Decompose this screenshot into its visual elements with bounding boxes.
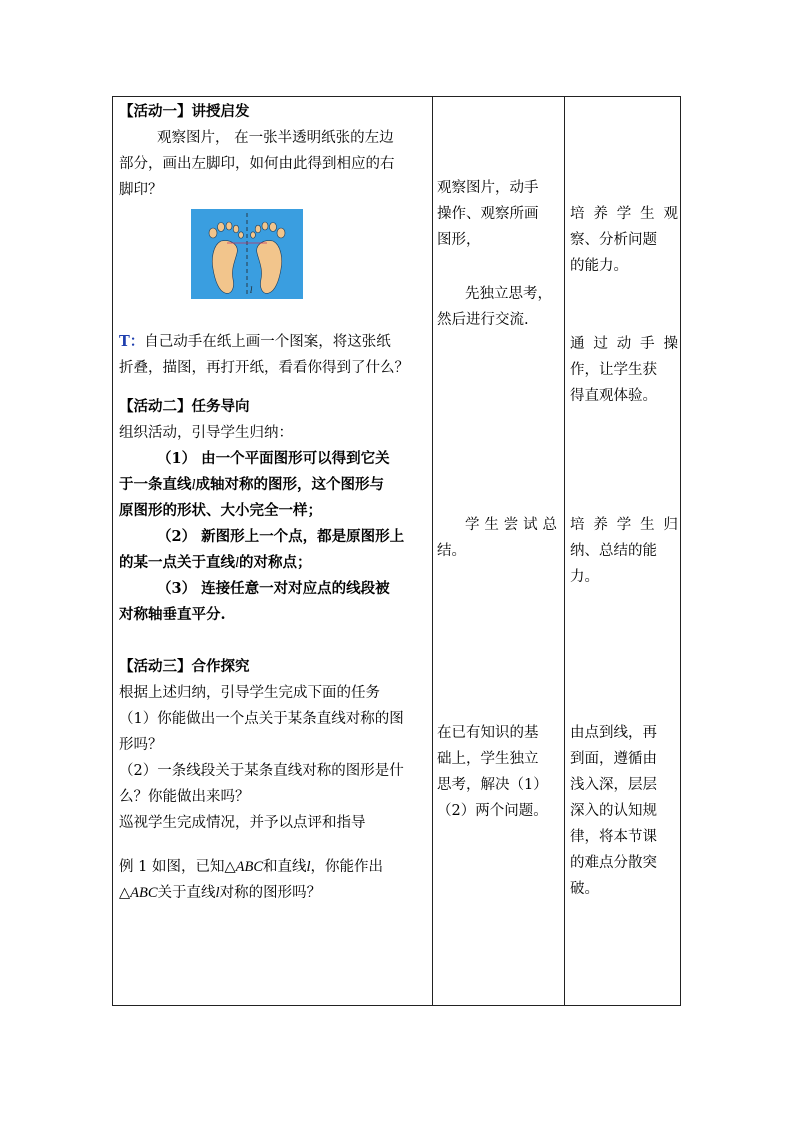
rule2-line1: （2） 新图形上一个点，都是原图形上	[157, 528, 405, 545]
student-b2-line1: 先独立思考，	[465, 286, 552, 302]
activity1-text-line2: 部分，画出左脚印，如何由此得到相应的右	[119, 156, 395, 172]
question1-line1: （1）你能做出一个点关于某条直线对称的图	[119, 711, 404, 727]
intent-b3-line2: 纳、总结的能	[570, 543, 657, 559]
teaching-content-column	[119, 99, 427, 906]
question1-line2: 形吗？	[119, 737, 163, 753]
rule1-line2: 于一条直线l成轴对称的图形，这个图形与	[119, 476, 385, 493]
intent-b4-line5: 律，将本节课	[570, 829, 657, 845]
axis-label: l	[250, 286, 253, 295]
rule3-line1: （3） 连接任意一对对应点的线段被	[157, 580, 390, 597]
question2-line1: （2）一条线段关于某条直线对称的图形是什	[119, 763, 404, 779]
intent-b4-line2: 到面，遵循由	[570, 751, 657, 767]
column-divider-2	[564, 97, 565, 1005]
column-divider-1	[432, 97, 433, 1005]
rule3-line2: 对称轴垂直平分.	[119, 606, 226, 623]
activity1-text-line1: 观察图片， 在一张半透明纸张的左边	[157, 130, 394, 146]
intent-b3-line3: 力。	[570, 569, 599, 585]
student-activity-block3	[437, 512, 557, 564]
intent-b2-line2: 作，让学生获	[570, 362, 657, 378]
design-intent-block2	[570, 331, 678, 409]
intent-b3-line1: 培养学生归	[570, 517, 678, 533]
student-b4-line2: 础上，学生独立	[437, 751, 539, 767]
intent-b4-line1: 由点到线，再	[570, 725, 657, 741]
footprint-image	[191, 209, 303, 299]
teacher-instruction-line1: T：自己动手在纸上画一个图案，将这张纸	[119, 333, 391, 350]
intent-b4-line3: 浅入深，层层	[570, 777, 657, 793]
student-b1-line3: 图形，	[437, 232, 481, 248]
design-intent-block3	[570, 512, 678, 590]
patrol-note: 巡视学生完成情况，并予以点评和指导	[119, 815, 366, 831]
intent-b2-line3: 得直观体验。	[570, 388, 657, 404]
intent-b1-line3: 的能力。	[570, 258, 628, 274]
activity3-title: 【活动三】合作探究	[119, 658, 250, 675]
student-activity-block2	[437, 281, 557, 333]
example1-line1: 例 1 如图，已知△ABC和直线l，你能作出	[119, 859, 384, 875]
intent-b4-line4: 深入的认知规	[570, 803, 657, 819]
intent-b2-line1: 通过动手操	[570, 336, 678, 352]
activity3-intro: 根据上述归纳，引导学生完成下面的任务	[119, 685, 380, 701]
intent-b1-line2: 察、分析问题	[570, 232, 657, 248]
student-activity-block4	[437, 720, 557, 824]
student-b3-line1: 学生尝试总	[465, 517, 557, 533]
design-intent-block4	[570, 720, 678, 902]
intent-b1-line1: 培养学生观	[570, 206, 678, 222]
rule2-line2: 的某一点关于直线l的对称点；	[119, 554, 312, 571]
lesson-table	[112, 96, 681, 1006]
design-intent-block1	[570, 201, 678, 279]
teacher-label: T：	[119, 333, 145, 350]
rule1-line3: 原图形的形状、大小完全一样；	[119, 502, 322, 519]
teacher-instruction-line2: 折叠，描图，再打开纸，看看你得到了什么？	[119, 360, 409, 376]
activity1-text-line3: 脚印？	[119, 182, 163, 198]
student-b1-line1: 观察图片，动手	[437, 180, 539, 196]
student-b3-line2: 结。	[437, 543, 466, 559]
intent-b4-line6: 的难点分散突	[570, 855, 657, 871]
student-b1-line2: 操作、观察所画	[437, 206, 539, 222]
student-b2-line2: 然后进行交流.	[437, 312, 529, 328]
student-b4-line1: 在已有知识的基	[437, 725, 539, 741]
activity2-title: 【活动二】任务导向	[119, 398, 250, 415]
footprint-figure	[191, 209, 303, 299]
intent-b4-line7: 破。	[570, 881, 599, 897]
student-activity-block1	[437, 175, 557, 253]
example1-line2: △ABC关于直线l对称的图形吗？	[119, 885, 322, 901]
rule1-line1: （1） 由一个平面图形可以得到它关	[157, 450, 390, 467]
activity2-intro: 组织活动，引导学生归纳：	[119, 425, 293, 441]
student-b4-line4: （2）两个问题。	[437, 803, 548, 819]
student-b4-line3: 思考，解决（1）	[437, 777, 548, 793]
activity1-title: 【活动一】讲授启发	[119, 103, 250, 120]
question2-line2: 么？你能做出来吗？	[119, 789, 250, 805]
